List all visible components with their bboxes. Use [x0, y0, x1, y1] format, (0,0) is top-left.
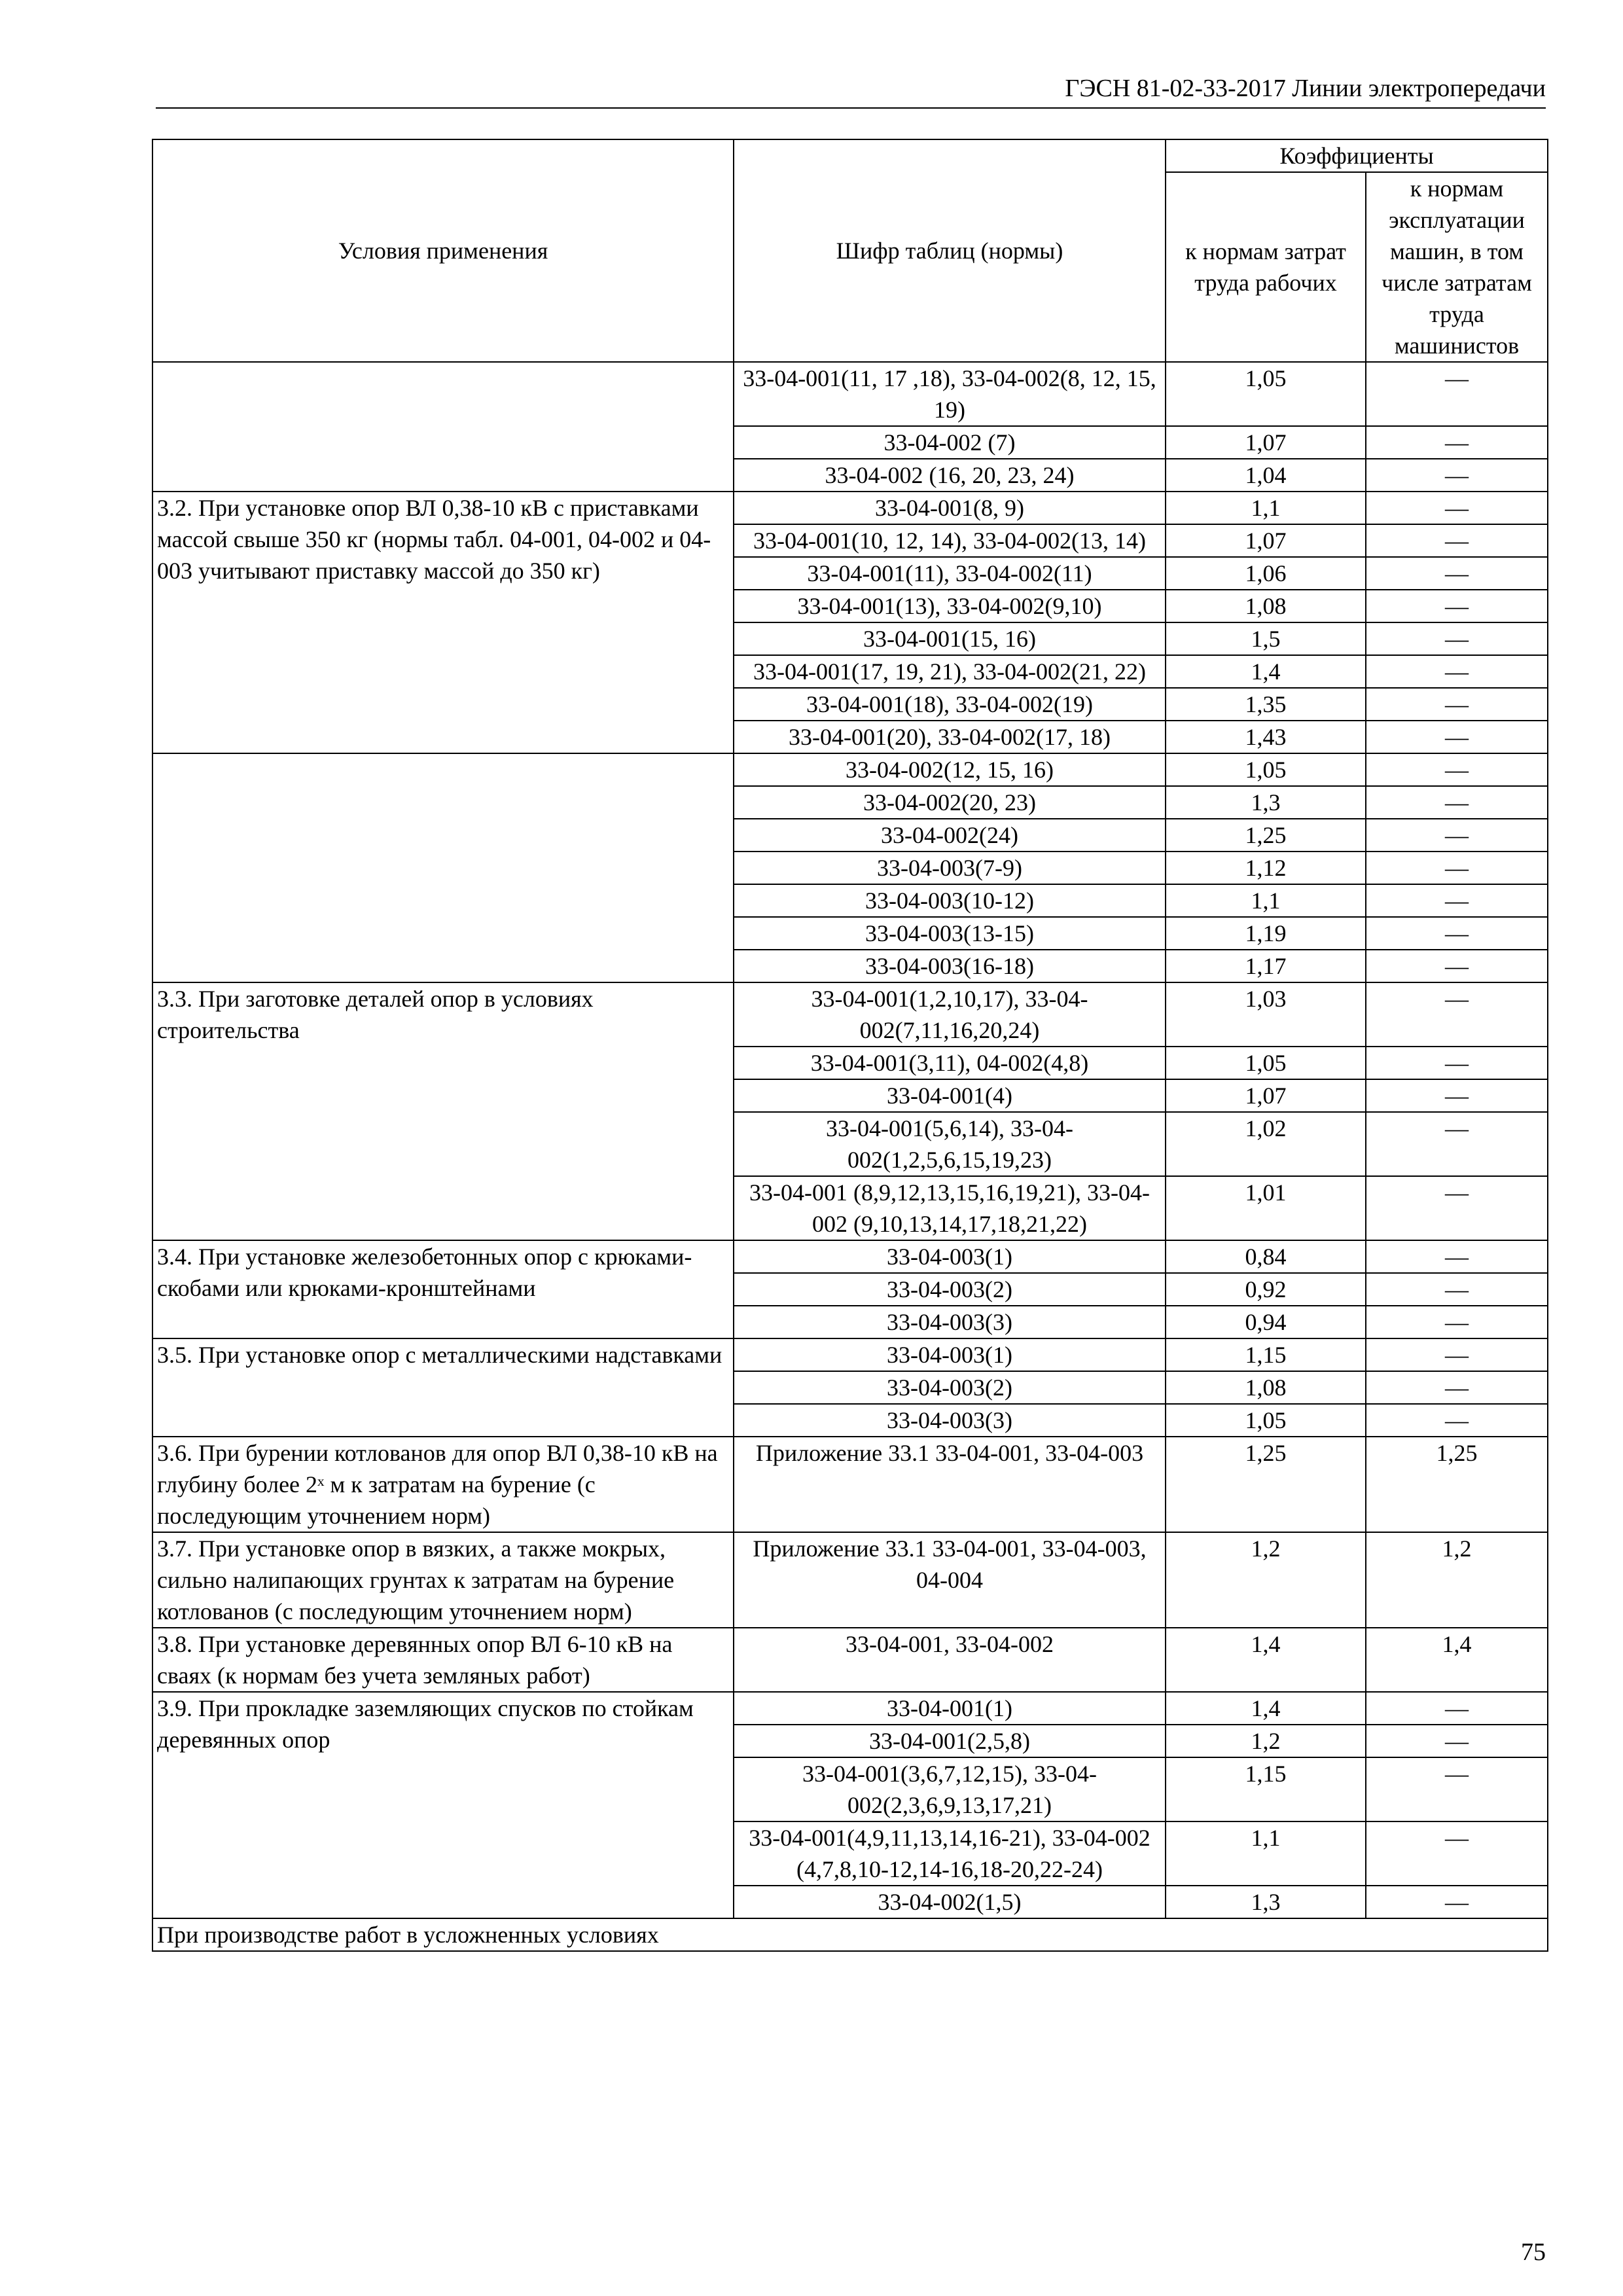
- header-coefficients: Коэффициенты: [1166, 139, 1548, 172]
- machine-coefficient: —: [1366, 590, 1548, 622]
- code-cell: 33-04-003(3): [734, 1306, 1166, 1338]
- header-machines: к нормам эксплуатации машин, в том числе затратам труда машинистов: [1366, 172, 1548, 362]
- header-rule: [156, 107, 1546, 109]
- code-cell: 33-04-002(1,5): [734, 1886, 1166, 1918]
- machine-coefficient: —: [1366, 721, 1548, 753]
- labor-coefficient: 1,1: [1166, 1821, 1366, 1886]
- labor-coefficient: 1,15: [1166, 1338, 1366, 1371]
- labor-coefficient: 1,07: [1166, 524, 1366, 557]
- machine-coefficient: —: [1366, 622, 1548, 655]
- table-row: [152, 1628, 1548, 1692]
- labor-coefficient: 1,06: [1166, 557, 1366, 590]
- machine-coefficient: —: [1366, 459, 1548, 492]
- code-cell: 33-04-003(10-12): [734, 884, 1166, 917]
- condition-cell: 3.2. При установке опор ВЛ 0,38-10 кВ с приставками массой свыше 350 кг (нормы табл. 04-001, 04-002 и 04-003 учитывают приставку массой до 350 кг): [152, 492, 734, 753]
- labor-coefficient: 1,08: [1166, 590, 1366, 622]
- machine-coefficient: —: [1366, 1176, 1548, 1240]
- machine-coefficient: —: [1366, 819, 1548, 852]
- code-cell: 33-04-003(2): [734, 1273, 1166, 1306]
- condition-cell: 3.3. При заготовке деталей опор в условиях строительства: [152, 982, 734, 1240]
- machine-coefficient: —: [1366, 1371, 1548, 1404]
- machine-coefficient: —: [1366, 1757, 1548, 1821]
- machine-coefficient: —: [1366, 1886, 1548, 1918]
- machine-coefficient: —: [1366, 884, 1548, 917]
- labor-coefficient: 1,02: [1166, 1112, 1366, 1176]
- code-cell: 33-04-001(2,5,8): [734, 1725, 1166, 1757]
- machine-coefficient: —: [1366, 655, 1548, 688]
- machine-coefficient: —: [1366, 524, 1548, 557]
- machine-coefficient: 1,2: [1366, 1532, 1548, 1628]
- code-cell: 33-04-001(20), 33-04-002(17, 18): [734, 721, 1166, 753]
- labor-coefficient: 1,04: [1166, 459, 1366, 492]
- machine-coefficient: —: [1366, 1273, 1548, 1306]
- labor-coefficient: 1,19: [1166, 917, 1366, 950]
- labor-coefficient: 1,07: [1166, 426, 1366, 459]
- code-cell: 33-04-001(3,11), 04-002(4,8): [734, 1047, 1166, 1079]
- labor-coefficient: 1,1: [1166, 492, 1366, 524]
- labor-coefficient: 1,05: [1166, 362, 1366, 426]
- table-row: [152, 1692, 1548, 1725]
- table-row: [152, 1532, 1548, 1628]
- code-cell: 33-04-002(24): [734, 819, 1166, 852]
- header-code: Шифр таблиц (нормы): [734, 139, 1166, 362]
- labor-coefficient: 0,94: [1166, 1306, 1366, 1338]
- code-cell: 33-04-001(10, 12, 14), 33-04-002(13, 14): [734, 524, 1166, 557]
- code-cell: 33-04-001(18), 33-04-002(19): [734, 688, 1166, 721]
- machine-coefficient: —: [1366, 557, 1548, 590]
- code-cell: 33-04-001(4): [734, 1079, 1166, 1112]
- code-cell: 33-04-003(2): [734, 1371, 1166, 1404]
- code-cell: 33-04-003(7-9): [734, 852, 1166, 884]
- machine-coefficient: —: [1366, 982, 1548, 1047]
- coefficients-table: [152, 139, 1548, 1952]
- code-cell: 33-04-002 (7): [734, 426, 1166, 459]
- machine-coefficient: —: [1366, 1112, 1548, 1176]
- labor-coefficient: 1,4: [1166, 1628, 1366, 1692]
- code-cell: 33-04-001(1): [734, 1692, 1166, 1725]
- code-cell: 33-04-001(3,6,7,12,15), 33-04-002(2,3,6,9,13,17,21): [734, 1757, 1166, 1821]
- machine-coefficient: —: [1366, 426, 1548, 459]
- machine-coefficient: —: [1366, 1047, 1548, 1079]
- running-header-title: ГЭСН 81-02-33-2017 Линии электропередачи: [1065, 75, 1546, 102]
- condition-cell: [152, 753, 734, 982]
- code-cell: Приложение 33.1 33-04-001, 33-04-003: [734, 1437, 1166, 1532]
- code-cell: 33-04-002(12, 15, 16): [734, 753, 1166, 786]
- table-row: [152, 1240, 1548, 1273]
- labor-coefficient: 1,17: [1166, 950, 1366, 982]
- labor-coefficient: 1,07: [1166, 1079, 1366, 1112]
- machine-coefficient: —: [1366, 1240, 1548, 1273]
- code-cell: 33-04-001(11), 33-04-002(11): [734, 557, 1166, 590]
- labor-coefficient: 1,25: [1166, 819, 1366, 852]
- machine-coefficient: —: [1366, 362, 1548, 426]
- labor-coefficient: 1,01: [1166, 1176, 1366, 1240]
- labor-coefficient: 1,25: [1166, 1437, 1366, 1532]
- code-cell: 33-04-003(1): [734, 1338, 1166, 1371]
- code-cell: 33-04-001(11, 17 ,18), 33-04-002(8, 12, 15, 19): [734, 362, 1166, 426]
- table-row: [152, 492, 1548, 524]
- table-row: [152, 982, 1548, 1047]
- labor-coefficient: 1,1: [1166, 884, 1366, 917]
- section-footer-cell: При производстве работ в усложненных условиях: [152, 1918, 1548, 1951]
- header-conditions: Условия применения: [152, 139, 734, 362]
- condition-cell: [152, 362, 734, 492]
- machine-coefficient: 1,25: [1366, 1437, 1548, 1532]
- labor-coefficient: 1,05: [1166, 753, 1366, 786]
- table-row: [152, 1918, 1548, 1951]
- code-cell: 33-04-001, 33-04-002: [734, 1628, 1166, 1692]
- condition-cell: 3.4. При установке железобетонных опор с крюками-скобами или крюками-кронштейнами: [152, 1240, 734, 1338]
- machine-coefficient: —: [1366, 852, 1548, 884]
- labor-coefficient: 0,84: [1166, 1240, 1366, 1273]
- machine-coefficient: —: [1366, 688, 1548, 721]
- labor-coefficient: 1,05: [1166, 1047, 1366, 1079]
- condition-cell: 3.6. При бурении котлованов для опор ВЛ 0,38-10 кВ на глубину более 2ˣ м к затратам на бурение (с последующим уточнением норм): [152, 1437, 734, 1532]
- condition-cell: 3.8. При установке деревянных опор ВЛ 6-10 кВ на сваях (к нормам без учета земляных работ): [152, 1628, 734, 1692]
- page-number: 75: [1521, 2238, 1546, 2266]
- code-cell: 33-04-001(1,2,10,17), 33-04-002(7,11,16,20,24): [734, 982, 1166, 1047]
- code-cell: 33-04-001(5,6,14), 33-04-002(1,2,5,6,15,19,23): [734, 1112, 1166, 1176]
- machine-coefficient: —: [1366, 1692, 1548, 1725]
- condition-cell: 3.7. При установке опор в вязких, а также мокрых, сильно налипающих грунтах к затратам на бурение котлованов (с последующим уточнением норм): [152, 1532, 734, 1628]
- labor-coefficient: 1,3: [1166, 786, 1366, 819]
- code-cell: 33-04-003(16-18): [734, 950, 1166, 982]
- machine-coefficient: —: [1366, 1725, 1548, 1757]
- table-row: [152, 753, 1548, 786]
- table-row: [152, 1437, 1548, 1532]
- condition-cell: 3.9. При прокладке заземляющих спусков по стойкам деревянных опор: [152, 1692, 734, 1918]
- header-labor: к нормам затрат труда рабочих: [1166, 172, 1366, 362]
- labor-coefficient: 1,15: [1166, 1757, 1366, 1821]
- labor-coefficient: 1,03: [1166, 982, 1366, 1047]
- labor-coefficient: 1,35: [1166, 688, 1366, 721]
- table-row: [152, 1338, 1548, 1371]
- code-cell: 33-04-001(8, 9): [734, 492, 1166, 524]
- code-cell: 33-04-003(1): [734, 1240, 1166, 1273]
- code-cell: 33-04-001(17, 19, 21), 33-04-002(21, 22): [734, 655, 1166, 688]
- labor-coefficient: 1,43: [1166, 721, 1366, 753]
- code-cell: 33-04-003(3): [734, 1404, 1166, 1437]
- machine-coefficient: —: [1366, 950, 1548, 982]
- machine-coefficient: —: [1366, 917, 1548, 950]
- labor-coefficient: 1,2: [1166, 1532, 1366, 1628]
- labor-coefficient: 1,2: [1166, 1725, 1366, 1757]
- code-cell: 33-04-003(13-15): [734, 917, 1166, 950]
- machine-coefficient: —: [1366, 753, 1548, 786]
- machine-coefficient: —: [1366, 786, 1548, 819]
- code-cell: 33-04-001 (8,9,12,13,15,16,19,21), 33-04-002 (9,10,13,14,17,18,21,22): [734, 1176, 1166, 1240]
- table-body: [152, 362, 1548, 1951]
- labor-coefficient: 1,12: [1166, 852, 1366, 884]
- code-cell: 33-04-001(13), 33-04-002(9,10): [734, 590, 1166, 622]
- table-row: [152, 362, 1548, 426]
- labor-coefficient: 0,92: [1166, 1273, 1366, 1306]
- machine-coefficient: —: [1366, 492, 1548, 524]
- labor-coefficient: 1,4: [1166, 1692, 1366, 1725]
- machine-coefficient: —: [1366, 1338, 1548, 1371]
- code-cell: 33-04-002 (16, 20, 23, 24): [734, 459, 1166, 492]
- machine-coefficient: 1,4: [1366, 1628, 1548, 1692]
- code-cell: 33-04-001(4,9,11,13,14,16-21), 33-04-002 (4,7,8,10-12,14-16,18-20,22-24): [734, 1821, 1166, 1886]
- labor-coefficient: 1,3: [1166, 1886, 1366, 1918]
- labor-coefficient: 1,5: [1166, 622, 1366, 655]
- machine-coefficient: —: [1366, 1079, 1548, 1112]
- code-cell: 33-04-002(20, 23): [734, 786, 1166, 819]
- machine-coefficient: —: [1366, 1404, 1548, 1437]
- code-cell: 33-04-001(15, 16): [734, 622, 1166, 655]
- machine-coefficient: —: [1366, 1306, 1548, 1338]
- machine-coefficient: —: [1366, 1821, 1548, 1886]
- labor-coefficient: 1,4: [1166, 655, 1366, 688]
- condition-cell: 3.5. При установке опор с металлическими надставками: [152, 1338, 734, 1437]
- code-cell: Приложение 33.1 33-04-001, 33-04-003, 04-004: [734, 1532, 1166, 1628]
- labor-coefficient: 1,05: [1166, 1404, 1366, 1437]
- labor-coefficient: 1,08: [1166, 1371, 1366, 1404]
